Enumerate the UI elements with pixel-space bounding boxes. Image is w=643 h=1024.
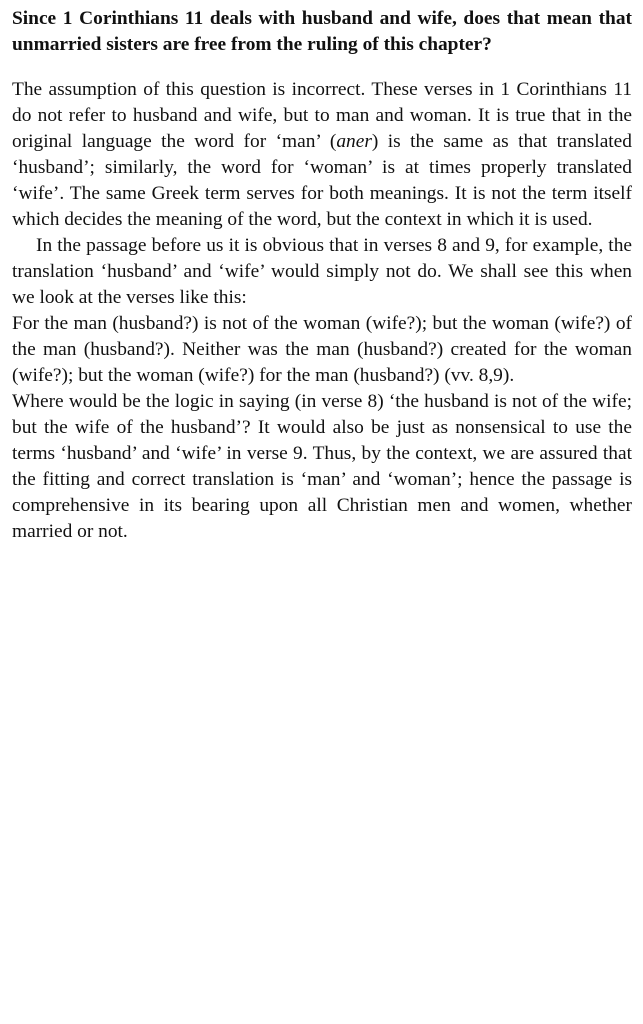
greek-term: aner xyxy=(336,131,372,152)
answer-body xyxy=(12,77,632,545)
answer-paragraph-2: In the passage before us it is obvious that in verses 8 and 9, for example, the translation ‘husband’ and ‘wife’ would simply not do. We shall see this when we look at the verses like this: xyxy=(12,235,632,308)
answer-paragraph-3: Where would be the logic in saying (in verse 8) ‘the husband is not of the wife; but the wife of the husband’? It would also be just as nonsensical to use the terms ‘husband’ and ‘wife’ in verse 9. Thus, by the context, we are assured that the fitting and correct translation is ‘man’ and ‘woman’; hence the passage is comprehensive in its bearing upon all Christian men and women, whether married or not. xyxy=(12,391,632,542)
page-content xyxy=(12,0,632,545)
answer-paragraph-1 xyxy=(12,77,632,233)
question-heading: Since 1 Corinthians 11 deals with husband and wife, does that mean that unmarried sisters are free from the ruling of this chapter? xyxy=(12,8,632,55)
paragraph-1-text-after: ) is the same as that translated ‘husband’; similarly, the word for ‘woman’ is at times properly translated ‘wife’. The same Greek term serves for both meanings. It is not the term itself which decides the meaning of the word, but the context in which it is used. xyxy=(12,131,632,230)
paragraph-1-text-before: The assumption of this question is incorrect. These verses in 1 Corinthians 11 do not refer to husband and wife, but to man and woman. It is true that in the original language the word for ‘man’ ( xyxy=(12,79,632,152)
block-quote: For the man (husband?) is not of the woman (wife?); but the woman (wife?) of the man (husband?). Neither was the man (husband?) created for the woman (wife?); but the woman (wife?) for the man (husband?) (vv. 8,9). xyxy=(12,313,632,386)
